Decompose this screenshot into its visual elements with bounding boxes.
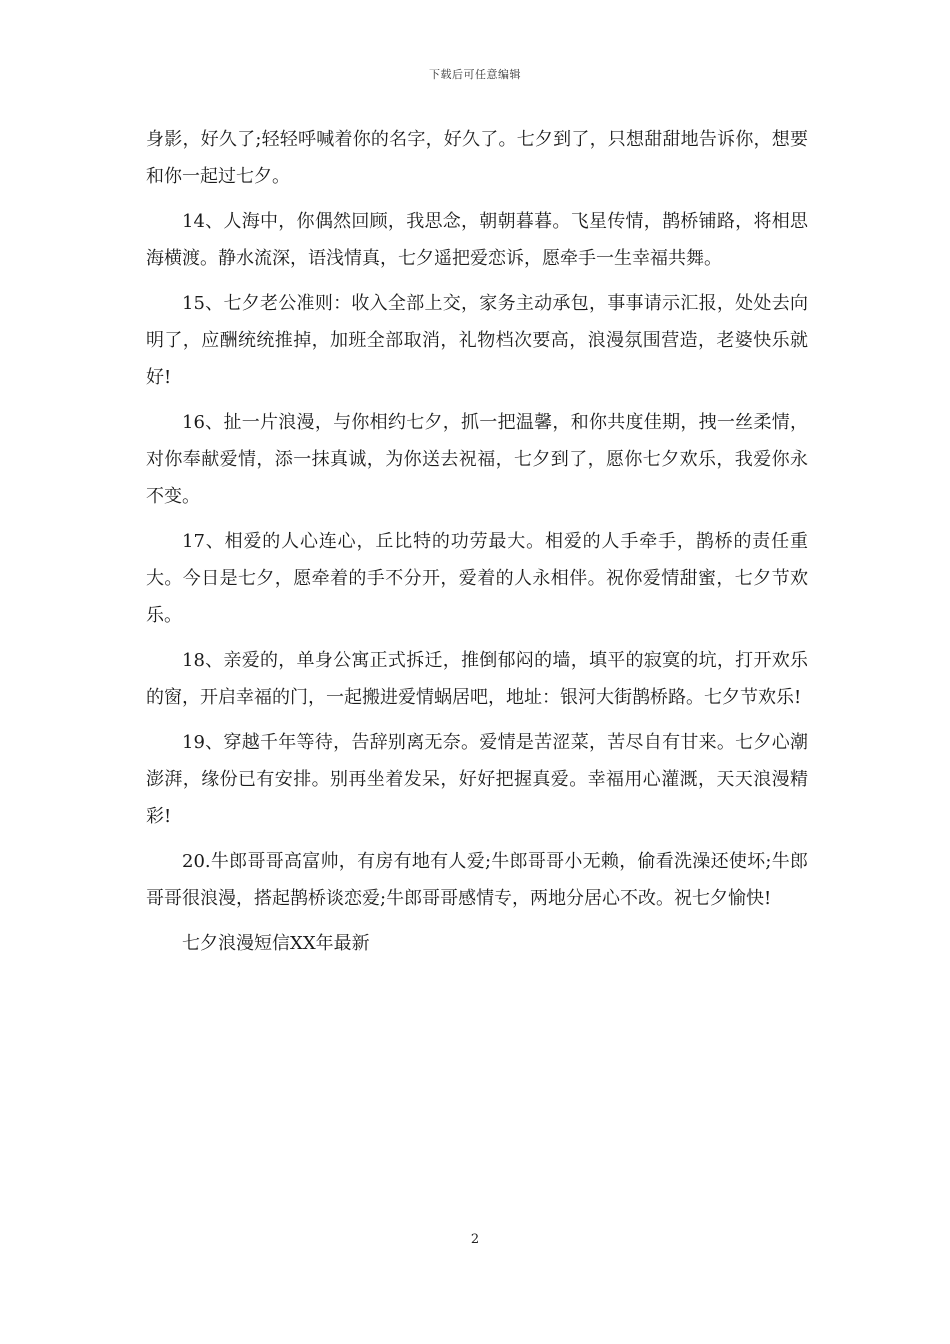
document-body [146, 121, 808, 970]
paragraph-15: 15、七夕老公准则：收入全部上交，家务主动承包，事事请示汇报，处处去向明了，应酬统统推掉，加班全部取消，礼物档次要高，浪漫氛围营造，老婆快乐就好! [146, 293, 808, 388]
paragraph-18: 18、亲爱的，单身公寓正式拆迁，推倒郁闷的墙，填平的寂寞的坑，打开欢乐的窗，开启幸福的门，一起搬进爱情蜗居吧，地址：银河大街鹊桥路。七夕节欢乐! [146, 650, 808, 708]
page-header: 下载后可任意编辑 [429, 68, 521, 81]
paragraph-19: 19、穿越千年等待，告辞别离无奈。爱情是苦涩菜，苦尽自有甘来。七夕心潮澎湃，缘份已有安排。别再坐着发呆，好好把握真爱。幸福用心灌溉，天天浪漫精彩! [146, 732, 808, 827]
paragraph-continuation: 身影，好久了;轻轻呼喊着你的名字，好久了。七夕到了，只想甜甜地告诉你，想要和你一起过七夕。 [146, 129, 808, 187]
paragraph-17: 17、相爱的人心连心，丘比特的功劳最大。相爱的人手牵手，鹊桥的责任重大。今日是七夕，愿牵着的手不分开，爱着的人永相伴。祝你爱情甜蜜，七夕节欢乐。 [146, 531, 808, 626]
section-heading: 七夕浪漫短信XX年最新 [182, 933, 370, 954]
paragraph-20: 20.牛郎哥哥高富帅，有房有地有人爱;牛郎哥哥小无赖，偷看洗澡还使坏;牛郎哥哥很浪漫，搭起鹊桥谈恋爱;牛郎哥哥感情专，两地分居心不改。祝七夕愉快! [146, 851, 808, 909]
paragraph-16: 16、扯一片浪漫，与你相约七夕，抓一把温馨，和你共度佳期，拽一丝柔情，对你奉献爱情，添一抹真诚，为你送去祝福，七夕到了，愿你七夕欢乐，我爱你永不变。 [146, 412, 808, 507]
page-number: 2 [470, 1232, 480, 1247]
paragraph-14: 14、人海中，你偶然回顾，我思念，朝朝暮暮。飞星传情，鹊桥铺路，将相思海横渡。静水流深，语浅情真，七夕遥把爱恋诉，愿牵手一生幸福共舞。 [146, 211, 808, 269]
